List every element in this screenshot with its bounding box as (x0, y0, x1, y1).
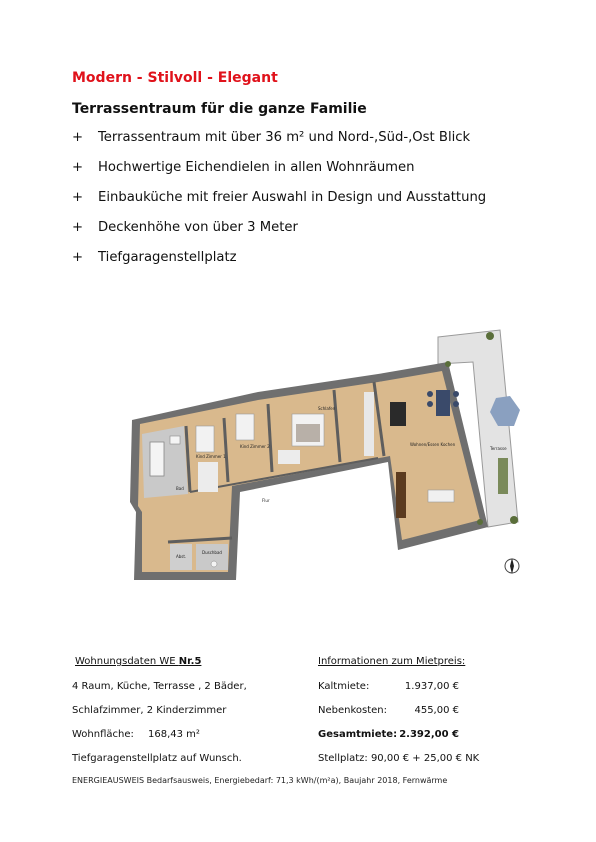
feature-item (72, 220, 298, 235)
lounger (498, 458, 508, 494)
nebenkosten-label: Nebenkosten: (318, 705, 388, 716)
dining-table (436, 390, 450, 416)
room-label: Bad (176, 486, 184, 491)
bed (196, 426, 214, 452)
room-label: Schlafen (318, 406, 336, 411)
plus-bullet: + (72, 190, 84, 205)
bathtub (150, 442, 164, 476)
sink (170, 436, 180, 444)
wohnungsdaten-heading-text: Wohnungsdaten WE (75, 656, 179, 667)
plus-bullet: + (72, 220, 84, 235)
coffee-table (428, 490, 454, 502)
wohnflaeche-value: 168,43 m² (148, 729, 200, 740)
wohnungsdaten-heading (75, 656, 201, 667)
feature-item (72, 250, 237, 265)
kitchen-counter (364, 392, 374, 456)
stellplatz-price: Stellplatz: 90,00 € + 25,00 € NK (318, 753, 480, 764)
wohnungsdaten-line1: 4 Raum, Küche, Terrasse , 2 Bäder, (72, 681, 247, 692)
wohnungsdaten-line2: Schlafzimmer, 2 Kinderzimmer (72, 705, 227, 716)
room-label: Abst. (176, 554, 187, 559)
energieausweis: ENERGIEAUSWEIS Bedarfsausweis, Energiebedarf: 71,3 kWh/(m²a), Baujahr 2018, Fernwärme (72, 776, 448, 785)
toilet (211, 561, 217, 567)
bed (236, 414, 254, 440)
plus-bullet: + (72, 160, 84, 175)
wardrobe (278, 450, 300, 464)
wohnungsdaten-nr: Nr.5 (178, 656, 202, 667)
feature-text: Terrassentraum mit über 36 m² und Nord-,Süd-,Ost Blick (98, 130, 471, 145)
room-label: Terrasse (490, 446, 507, 451)
kaltmiete-value: 1.937,00 € (404, 681, 459, 692)
kaltmiete-label: Kaltmiete: (318, 681, 370, 692)
sofa (396, 472, 406, 518)
gesamtmiete-value: 2.392,00 € (399, 729, 459, 740)
feature-item (72, 160, 415, 175)
room-label: Wohnen/Essen Kochen (410, 442, 456, 447)
room-label: Kind Zimmer 1 (196, 454, 226, 459)
mietpreis-heading: Informationen zum Mietpreis: (318, 656, 466, 667)
plus-bullet: + (72, 250, 84, 265)
plus-bullet: + (72, 130, 84, 145)
gesamtmiete-label: Gesamtmiete: (318, 729, 398, 740)
kitchen-island (390, 402, 406, 426)
bed-blanket (296, 424, 320, 442)
wardrobe (198, 462, 218, 492)
stellplatz-note: Tiefgaragenstellplatz auf Wunsch. (72, 753, 242, 764)
room-label: Flur (262, 498, 270, 503)
feature-item (72, 190, 486, 205)
feature-item (72, 130, 470, 145)
tagline: Modern - Stilvoll - Elegant (72, 70, 278, 86)
feature-text: Einbauküche mit freier Auswahl in Design und Ausstattung (98, 190, 487, 205)
feature-text: Deckenhöhe von über 3 Meter (98, 220, 298, 235)
nebenkosten-value: 455,00 € (414, 705, 459, 716)
floor-plan (128, 322, 528, 582)
headline: Terrassentraum für die ganze Familie (72, 101, 367, 117)
feature-text: Hochwertige Eichendielen in allen Wohnräumen (98, 160, 415, 175)
room-label: Kind Zimmer 2 (240, 444, 270, 449)
room-label: Duschbad (202, 550, 222, 555)
feature-text: Tiefgaragenstellplatz (98, 250, 237, 265)
wohnflaeche-label: Wohnfläche: (72, 729, 134, 740)
